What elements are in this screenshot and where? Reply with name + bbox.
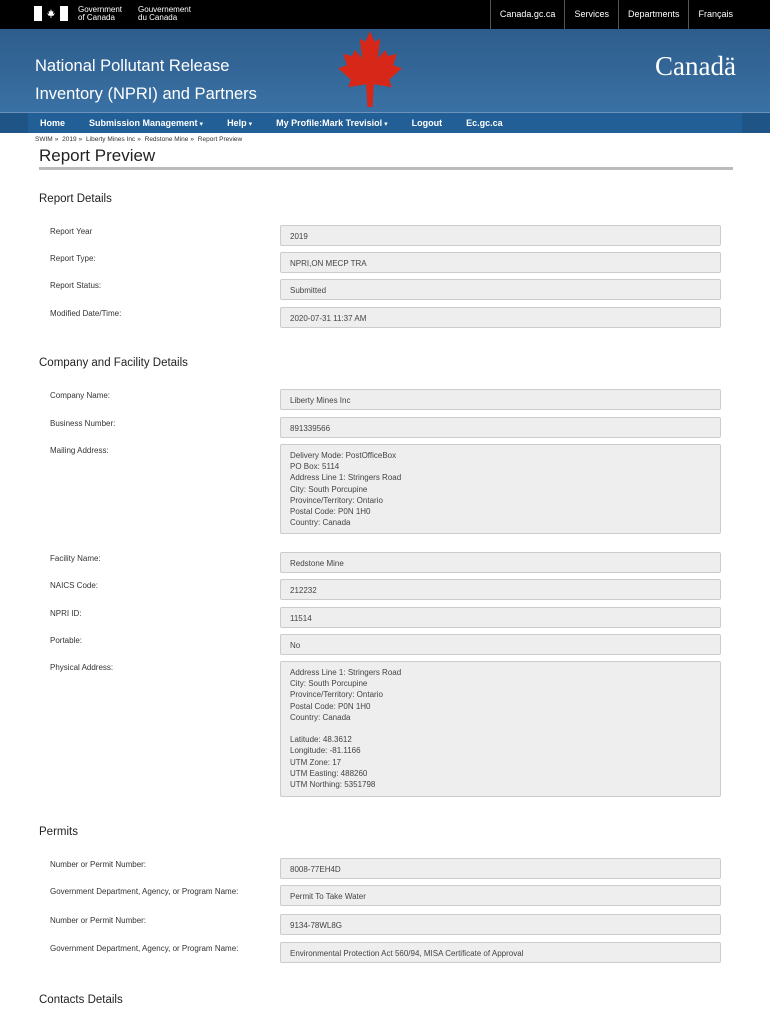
value-company-name: Liberty Mines Inc bbox=[280, 389, 721, 410]
top-nav bbox=[490, 0, 742, 29]
value-mailing-address: Delivery Mode: PostOfficeBox PO Box: 5114 Address Line 1: Stringers Road City: South Porcupine Province/Territory: Ontario Postal Code: P0N 1H0 Country: Canada bbox=[280, 444, 721, 534]
value-report-status: Submitted bbox=[280, 279, 721, 300]
value-permit-number-1: 8008-77EH4D bbox=[280, 858, 721, 879]
nav-ec-gc-ca[interactable]: Ec.gc.ca bbox=[466, 118, 503, 128]
title-divider bbox=[39, 167, 733, 170]
breadcrumb-company[interactable]: Liberty Mines Inc bbox=[86, 136, 136, 143]
nav-home[interactable]: Home bbox=[40, 118, 66, 128]
label-report-status: Report Status: bbox=[50, 281, 102, 290]
link-francais[interactable]: Français bbox=[688, 0, 742, 29]
government-signature[interactable] bbox=[34, 6, 191, 22]
section-company-facility: Company and Facility Details bbox=[39, 357, 188, 369]
breadcrumb-facility[interactable]: Redstone Mine bbox=[144, 136, 189, 143]
label-naics-code: NAICS Code: bbox=[50, 581, 99, 590]
breadcrumb-year[interactable]: 2019 bbox=[62, 136, 77, 143]
nav-logout[interactable]: Logout bbox=[411, 118, 443, 128]
canada-flag-icon bbox=[34, 6, 68, 21]
value-business-number: 891339566 bbox=[280, 417, 721, 438]
link-departments[interactable]: Departments bbox=[618, 0, 689, 29]
section-report-details: Report Details bbox=[39, 193, 112, 205]
value-portable: No bbox=[280, 634, 721, 655]
value-report-type: NPRI,ON MECP TRA bbox=[280, 252, 721, 273]
breadcrumb: SWIM » 2019 » Liberty Mines Inc » Redstone Mine » Report Preview bbox=[35, 136, 243, 143]
label-report-year: Report Year bbox=[50, 227, 93, 236]
chevron-down-icon: ▾ bbox=[199, 121, 204, 128]
section-contacts: Contacts Details bbox=[39, 994, 123, 1006]
label-company-name: Company Name: bbox=[50, 391, 111, 400]
label-portable: Portable: bbox=[50, 636, 83, 645]
label-facility-name: Facility Name: bbox=[50, 554, 101, 563]
value-npri-id: 11514 bbox=[280, 607, 721, 628]
label-physical-address: Physical Address: bbox=[50, 663, 114, 672]
link-services[interactable]: Services bbox=[564, 0, 618, 29]
site-banner bbox=[0, 29, 770, 112]
page-title: Report Preview bbox=[39, 146, 156, 165]
label-gov-department-1: Government Department, Agency, or Program Name: bbox=[50, 887, 239, 896]
label-permit-number-2: Number or Permit Number: bbox=[50, 916, 147, 925]
section-permits: Permits bbox=[39, 826, 78, 838]
link-canada-gc-ca[interactable]: Canada.gc.ca bbox=[490, 0, 565, 29]
breadcrumb-swim[interactable]: SWIM bbox=[35, 136, 53, 143]
chevron-down-icon: ▾ bbox=[248, 121, 253, 128]
label-npri-id: NPRI ID: bbox=[50, 609, 82, 618]
value-naics-code: 212232 bbox=[280, 579, 721, 600]
gov-name-en: Government of Canada bbox=[78, 5, 123, 22]
nav-submission-management[interactable]: Submission Management ▾ bbox=[89, 118, 204, 128]
main-nav bbox=[0, 112, 770, 133]
label-permit-number-1: Number or Permit Number: bbox=[50, 860, 147, 869]
value-permit-number-2: 9134-78WL8G bbox=[280, 914, 721, 935]
site-title[interactable]: National Pollutant Release Inventory (NPRI) and Partners bbox=[35, 57, 257, 103]
label-modified-date: Modified Date/Time: bbox=[50, 309, 122, 318]
label-business-number: Business Number: bbox=[50, 419, 116, 428]
label-mailing-address: Mailing Address: bbox=[50, 446, 109, 455]
chevron-down-icon: ▾ bbox=[384, 121, 388, 128]
value-gov-department-1: Permit To Take Water bbox=[280, 885, 721, 906]
nav-my-profile[interactable]: My Profile:Mark Trevisiol ▾ bbox=[276, 118, 388, 128]
value-report-year: 2019 bbox=[280, 225, 721, 246]
gov-name-fr: Gouvernement du Canada bbox=[138, 5, 191, 22]
canada-wordmark: Canadä bbox=[655, 51, 736, 81]
top-utility-bar bbox=[0, 0, 770, 29]
value-gov-department-2: Environmental Protection Act 560/94, MISA Certificate of Approval bbox=[280, 942, 721, 963]
value-physical-address: Address Line 1: Stringers Road City: South Porcupine Province/Territory: Ontario Postal Code: P0N 1H0 Country: Canada Latitude: 48.3612 Longitude: -81.1166 UTM Zone: 17 UTM Easting: 488260 UTM Northing: 5351798 bbox=[280, 661, 721, 797]
maple-leaf-icon bbox=[338, 31, 402, 107]
label-gov-department-2: Government Department, Agency, or Program Name: bbox=[50, 944, 239, 953]
label-report-type: Report Type: bbox=[50, 254, 96, 263]
breadcrumb-current: Report Preview bbox=[197, 136, 243, 143]
value-facility-name: Redstone Mine bbox=[280, 552, 721, 573]
value-modified-date: 2020-07-31 11:37 AM bbox=[280, 307, 721, 328]
nav-help[interactable]: Help ▾ bbox=[227, 118, 253, 128]
